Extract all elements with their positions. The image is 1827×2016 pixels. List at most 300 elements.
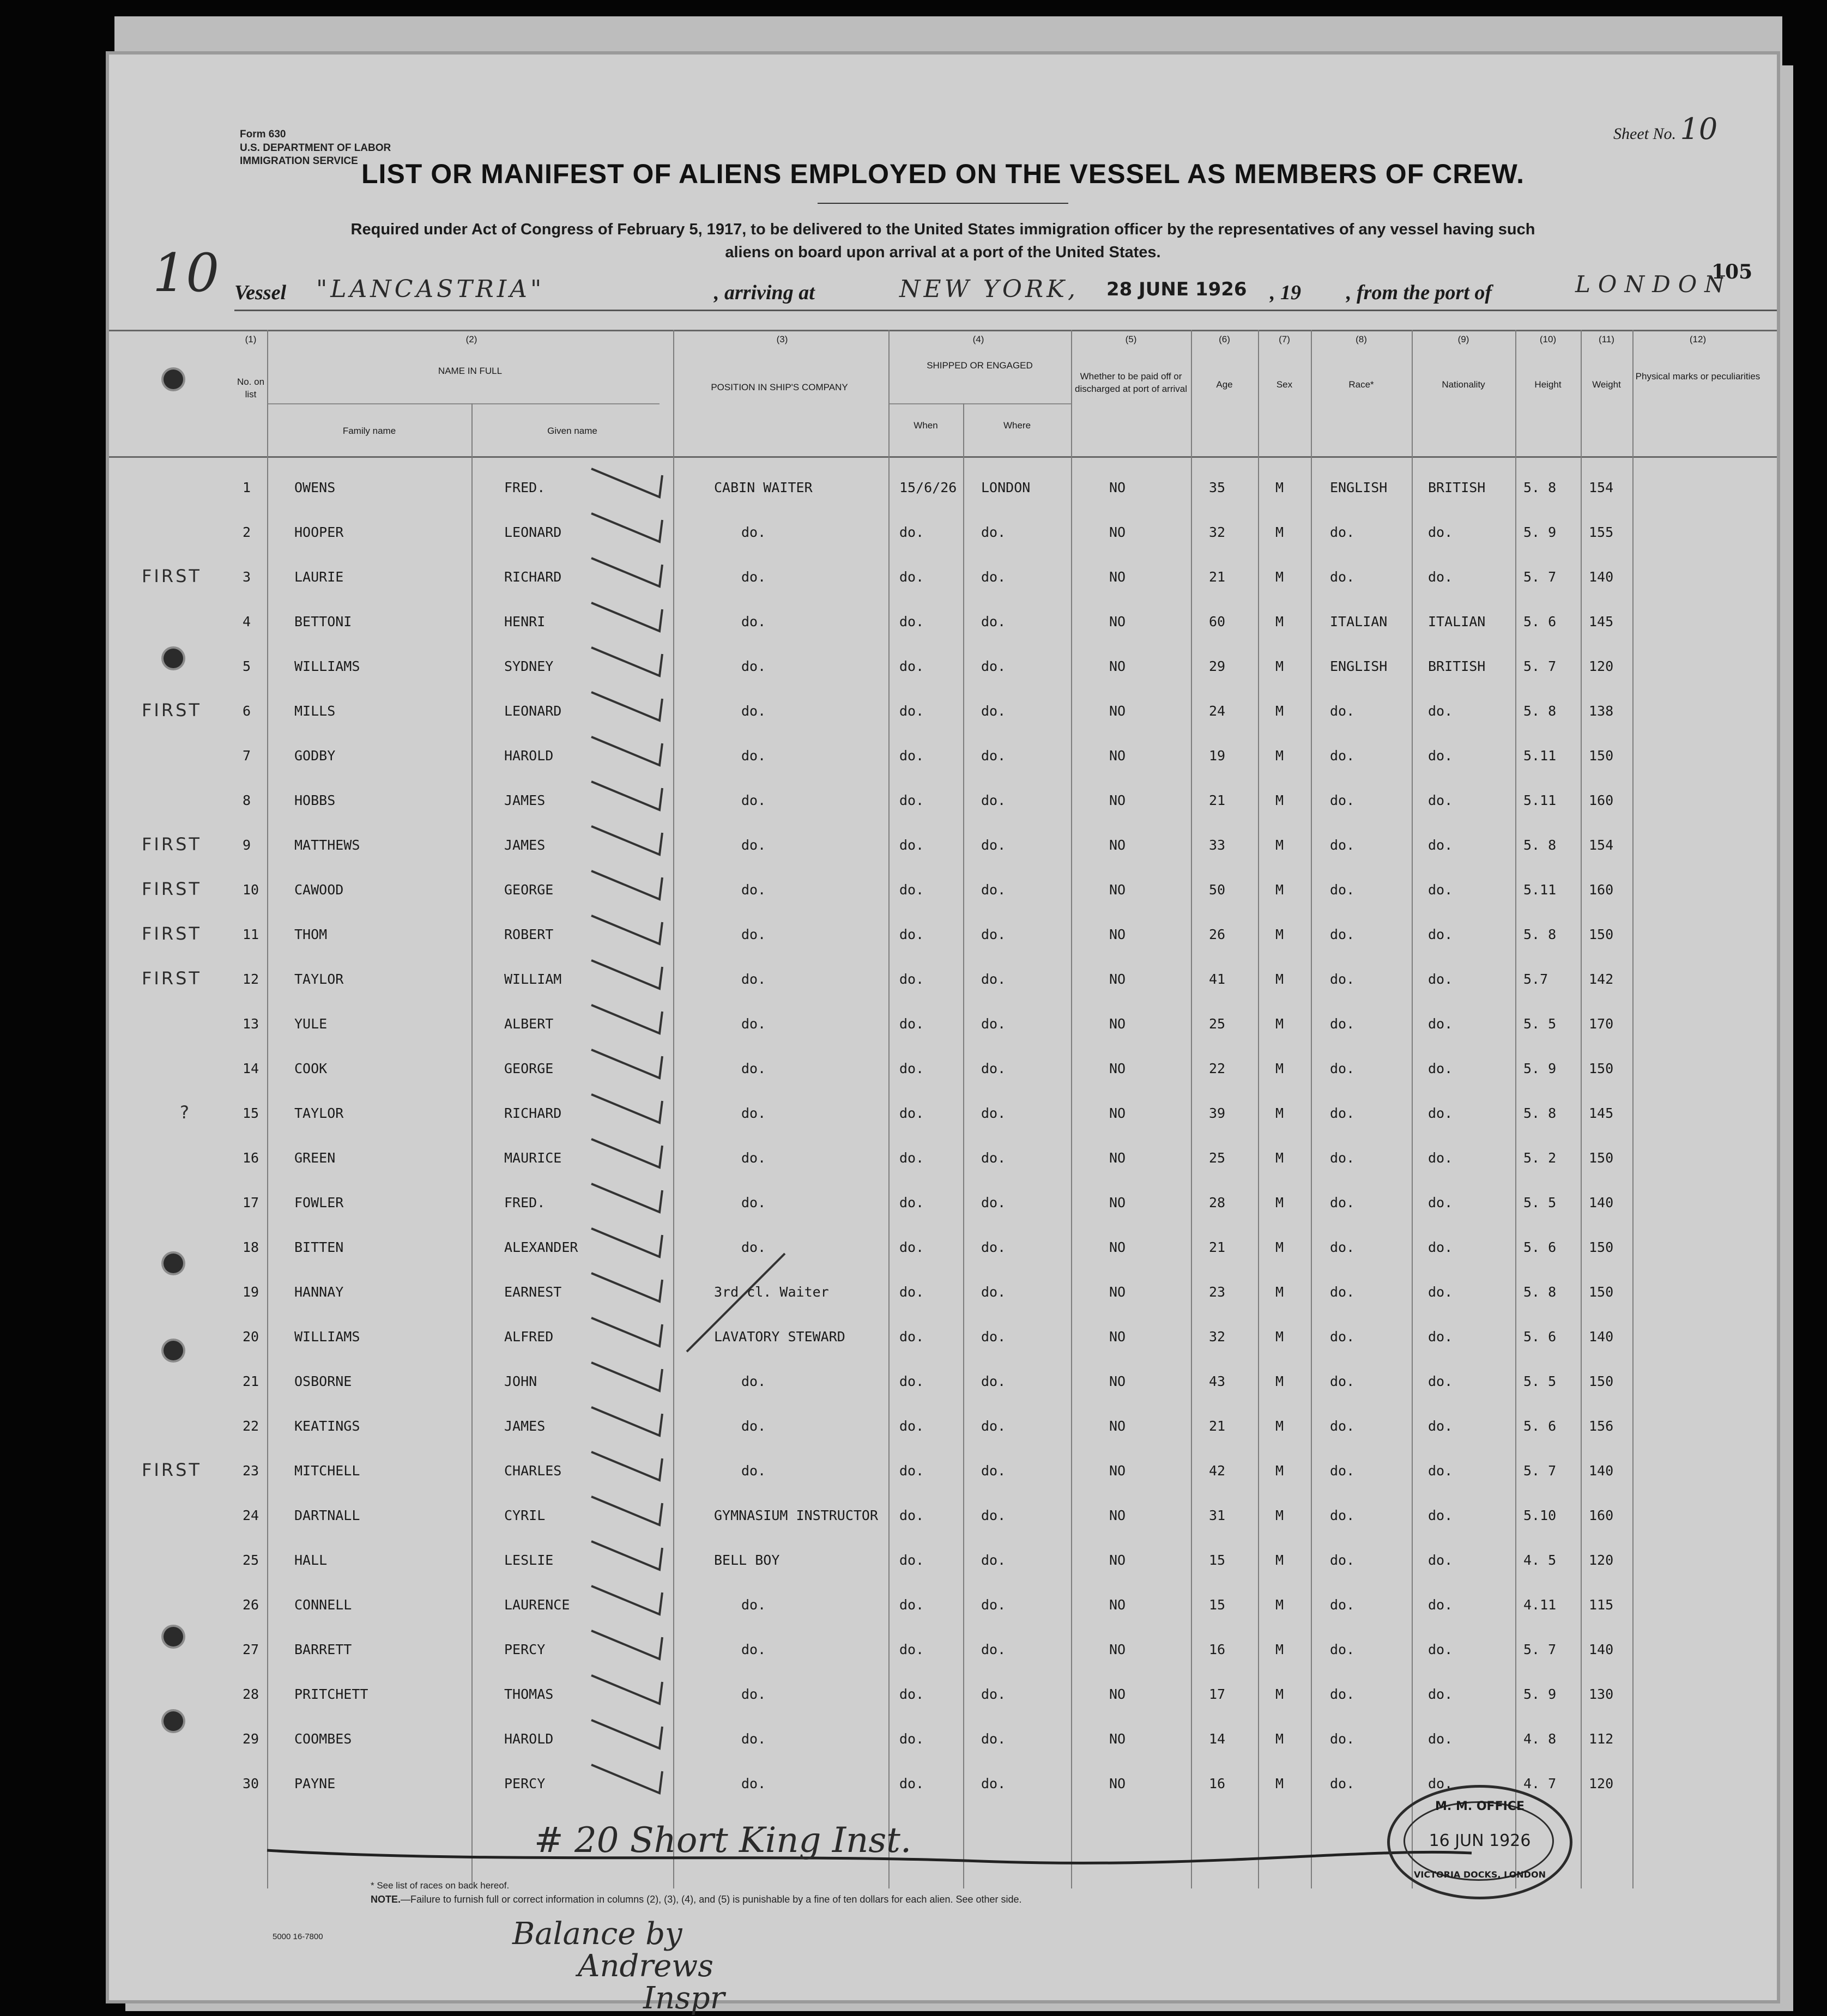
cell-sex: M bbox=[1275, 1016, 1284, 1032]
cell-race: do. bbox=[1330, 882, 1355, 898]
cell-sex: M bbox=[1275, 524, 1284, 540]
cell-race: do. bbox=[1330, 1373, 1355, 1389]
cell-given: FRED. bbox=[504, 1195, 546, 1210]
cell-position: do. bbox=[741, 1016, 766, 1032]
cell-weight: 115 bbox=[1589, 1597, 1614, 1613]
cell-when: do. bbox=[899, 1597, 924, 1613]
cell-paid: NO bbox=[1109, 1508, 1126, 1523]
check-mark bbox=[591, 1586, 662, 1614]
cell-position: do. bbox=[741, 1061, 766, 1076]
cell-age: 35 bbox=[1209, 480, 1226, 495]
cell-family: COOK bbox=[294, 1061, 328, 1076]
mm-office-stamp bbox=[1387, 1785, 1572, 1899]
cell-family: TAYLOR bbox=[294, 971, 344, 987]
colnum-2: (2) bbox=[465, 334, 477, 344]
cell-nat: do. bbox=[1428, 1776, 1453, 1791]
col-header-name-in-full: NAME IN FULL bbox=[438, 366, 503, 376]
cell-nat: do. bbox=[1428, 1463, 1453, 1479]
cell-nat: do. bbox=[1428, 882, 1453, 898]
cell-paid: NO bbox=[1109, 1284, 1126, 1300]
cell-when: do. bbox=[899, 703, 924, 719]
cell-weight: 150 bbox=[1589, 927, 1614, 942]
check-mark bbox=[591, 1631, 662, 1659]
cell-position: do. bbox=[741, 1463, 766, 1479]
cell-race: do. bbox=[1330, 1284, 1355, 1300]
penalty-note-label: NOTE. bbox=[371, 1894, 401, 1905]
cell-no: 16 bbox=[243, 1150, 259, 1166]
cell-paid: NO bbox=[1109, 1552, 1126, 1568]
cell-no: 3 bbox=[243, 569, 251, 585]
cell-no: 8 bbox=[243, 792, 251, 808]
cell-sex: M bbox=[1275, 1195, 1284, 1210]
cell-position: do. bbox=[741, 1239, 766, 1255]
colnum-1: (1) bbox=[245, 334, 257, 344]
cell-given: SYDNEY bbox=[504, 658, 554, 674]
cell-position: do. bbox=[741, 837, 766, 853]
cell-height: 5. 6 bbox=[1523, 1418, 1557, 1434]
cell-race: do. bbox=[1330, 748, 1355, 764]
cell-age: 28 bbox=[1209, 1195, 1226, 1210]
cell-where: do. bbox=[981, 1239, 1006, 1255]
cell-nat: ITALIAN bbox=[1428, 614, 1486, 629]
cell-age: 21 bbox=[1209, 569, 1226, 585]
cell-when: do. bbox=[899, 1329, 924, 1345]
cell-race: do. bbox=[1330, 524, 1355, 540]
cell-when: do. bbox=[899, 1150, 924, 1166]
col-header-weight: Weight bbox=[1592, 379, 1621, 390]
cell-race: do. bbox=[1330, 1731, 1355, 1747]
cell-when: do. bbox=[899, 1284, 924, 1300]
cell-where: do. bbox=[981, 748, 1006, 764]
cell-when: do. bbox=[899, 1418, 924, 1434]
cell-position: do. bbox=[741, 1150, 766, 1166]
arriving-label: , arriving at bbox=[714, 281, 815, 304]
sheet-number-label: Sheet No. bbox=[1613, 125, 1676, 143]
colnum-4: (4) bbox=[972, 334, 984, 344]
cell-race: do. bbox=[1330, 1329, 1355, 1345]
cell-paid: NO bbox=[1109, 480, 1126, 495]
cell-no: 10 bbox=[243, 882, 259, 898]
check-mark bbox=[591, 826, 662, 855]
cell-when: do. bbox=[899, 1776, 924, 1791]
cell-given: JOHN bbox=[504, 1373, 537, 1389]
vessel-name: "LANCASTRIA" bbox=[316, 275, 545, 303]
col-header-height: Height bbox=[1534, 379, 1562, 390]
cell-paid: NO bbox=[1109, 1642, 1126, 1657]
cell-age: 32 bbox=[1209, 1329, 1226, 1345]
cell-given: MAURICE bbox=[504, 1150, 562, 1166]
cell-height: 5. 9 bbox=[1523, 524, 1557, 540]
cell-nat: do. bbox=[1428, 792, 1453, 808]
departure-port: LONDON bbox=[1575, 271, 1732, 298]
cell-when: do. bbox=[899, 524, 924, 540]
cell-weight: 120 bbox=[1589, 658, 1614, 674]
cell-where: do. bbox=[981, 1597, 1006, 1613]
cell-paid: NO bbox=[1109, 971, 1126, 987]
cell-weight: 150 bbox=[1589, 1150, 1614, 1166]
cell-where: do. bbox=[981, 792, 1006, 808]
cell-sex: M bbox=[1275, 1105, 1284, 1121]
cell-position: GYMNASIUM INSTRUCTOR bbox=[714, 1508, 879, 1523]
cell-sex: M bbox=[1275, 748, 1284, 764]
cell-height: 5. 9 bbox=[1523, 1061, 1557, 1076]
cell-height: 5. 5 bbox=[1523, 1373, 1557, 1389]
cell-nat: do. bbox=[1428, 837, 1453, 853]
cell-age: 33 bbox=[1209, 837, 1226, 853]
cell-height: 5.7 bbox=[1523, 971, 1548, 987]
cell-age: 25 bbox=[1209, 1150, 1226, 1166]
cell-age: 21 bbox=[1209, 1418, 1226, 1434]
cell-sex: M bbox=[1275, 1061, 1284, 1076]
margin-sheet-mark: 10 bbox=[153, 243, 220, 304]
act-line-2: aliens on board upon arrival at a port of the United States. bbox=[725, 244, 1161, 262]
colnum-3: (3) bbox=[776, 334, 788, 344]
cell-height: 5. 6 bbox=[1523, 1329, 1557, 1345]
cell-weight: 154 bbox=[1589, 837, 1614, 853]
cell-no: 19 bbox=[243, 1284, 259, 1300]
handwritten-total-note: # 20 Short King Inst. bbox=[534, 1820, 912, 1861]
cell-no: 20 bbox=[243, 1329, 259, 1345]
check-mark bbox=[591, 1318, 662, 1346]
manifest-sheet bbox=[109, 55, 1777, 2016]
cell-family: WILLIAMS bbox=[294, 1329, 360, 1345]
cell-age: 39 bbox=[1209, 1105, 1226, 1121]
cell-when: do. bbox=[899, 837, 924, 853]
col-header-paid-off: Whether to be paid off or discharged at port of arrival bbox=[1075, 371, 1187, 394]
cell-when: do. bbox=[899, 1642, 924, 1657]
cell-race: do. bbox=[1330, 1776, 1355, 1791]
cell-height: 5. 8 bbox=[1523, 703, 1557, 719]
cell-position: do. bbox=[741, 524, 766, 540]
cell-position: do. bbox=[741, 658, 766, 674]
cell-nat: do. bbox=[1428, 524, 1453, 540]
cell-sex: M bbox=[1275, 1776, 1284, 1791]
cell-when: do. bbox=[899, 1373, 924, 1389]
col-header-family-name: Family name bbox=[342, 426, 396, 436]
cell-no: 9 bbox=[243, 837, 251, 853]
cell-sex: M bbox=[1275, 1329, 1284, 1345]
cell-position: BELL BOY bbox=[714, 1552, 780, 1568]
cell-position: do. bbox=[741, 1731, 766, 1747]
cell-weight: 142 bbox=[1589, 971, 1614, 987]
cell-height: 5. 8 bbox=[1523, 837, 1557, 853]
margin-note: FIRST bbox=[142, 1460, 202, 1480]
col-header-physical-marks: Physical marks or peculiarities bbox=[1635, 371, 1761, 382]
cell-where: do. bbox=[981, 1061, 1006, 1076]
cell-paid: NO bbox=[1109, 1329, 1126, 1345]
check-marks-overlay bbox=[109, 55, 1777, 2000]
form-label: Form 630 bbox=[240, 129, 286, 140]
check-mark bbox=[591, 469, 662, 497]
cell-age: 17 bbox=[1209, 1686, 1226, 1702]
colnum-5: (5) bbox=[1125, 334, 1137, 344]
cell-nat: do. bbox=[1428, 927, 1453, 942]
cell-no: 18 bbox=[243, 1239, 259, 1255]
cell-given: JAMES bbox=[504, 792, 546, 808]
cell-paid: NO bbox=[1109, 837, 1126, 853]
cell-position: do. bbox=[741, 971, 766, 987]
cell-given: ALBERT bbox=[504, 1016, 554, 1032]
check-mark bbox=[591, 916, 662, 944]
cell-no: 2 bbox=[243, 524, 251, 540]
cell-age: 14 bbox=[1209, 1731, 1226, 1747]
cell-nat: do. bbox=[1428, 1597, 1453, 1613]
inspector-signature bbox=[512, 1918, 725, 2014]
cell-weight: 156 bbox=[1589, 1418, 1614, 1434]
col-header-no-on-list: No. on list bbox=[237, 377, 265, 399]
cell-race: ITALIAN bbox=[1330, 614, 1388, 629]
cell-where: do. bbox=[981, 1776, 1006, 1791]
cell-family: DARTNALL bbox=[294, 1508, 360, 1523]
cell-age: 16 bbox=[1209, 1776, 1226, 1791]
cell-sex: M bbox=[1275, 971, 1284, 987]
cell-sex: M bbox=[1275, 1508, 1284, 1523]
cell-family: YULE bbox=[294, 1016, 328, 1032]
cell-age: 22 bbox=[1209, 1061, 1226, 1076]
cell-sex: M bbox=[1275, 882, 1284, 898]
cell-family: HANNAY bbox=[294, 1284, 344, 1300]
cell-where: LONDON bbox=[981, 480, 1031, 495]
cell-nat: do. bbox=[1428, 1418, 1453, 1434]
cell-family: BARRETT bbox=[294, 1642, 352, 1657]
cell-where: do. bbox=[981, 1686, 1006, 1702]
manifest-title: LIST OR MANIFEST OF ALIENS EMPLOYED ON THE VESSEL AS MEMBERS OF CREW. bbox=[361, 159, 1524, 189]
cell-sex: M bbox=[1275, 1418, 1284, 1434]
cell-nat: do. bbox=[1428, 1686, 1453, 1702]
cell-sex: M bbox=[1275, 1150, 1284, 1166]
cell-sex: M bbox=[1275, 837, 1284, 853]
cell-where: do. bbox=[981, 927, 1006, 942]
cell-given: GEORGE bbox=[504, 1061, 554, 1076]
cell-age: 41 bbox=[1209, 971, 1226, 987]
cell-family: COOMBES bbox=[294, 1731, 352, 1747]
cell-weight: 155 bbox=[1589, 524, 1614, 540]
cell-nat: BRITISH bbox=[1428, 658, 1486, 674]
cell-height: 5. 5 bbox=[1523, 1195, 1557, 1210]
cell-given: LESLIE bbox=[504, 1552, 554, 1568]
cell-when: do. bbox=[899, 1463, 924, 1479]
cell-height: 5.10 bbox=[1523, 1508, 1557, 1523]
cell-when: do. bbox=[899, 614, 924, 629]
margin-note: FIRST bbox=[142, 700, 202, 721]
cell-weight: 160 bbox=[1589, 1508, 1614, 1523]
cell-age: 31 bbox=[1209, 1508, 1226, 1523]
cell-paid: NO bbox=[1109, 1463, 1126, 1479]
check-mark bbox=[591, 1050, 662, 1078]
cell-race: ENGLISH bbox=[1330, 658, 1388, 674]
cell-no: 25 bbox=[243, 1552, 259, 1568]
cell-weight: 140 bbox=[1589, 1195, 1614, 1210]
cell-nat: do. bbox=[1428, 971, 1453, 987]
cell-position: LAVATORY STEWARD bbox=[714, 1329, 845, 1345]
cell-family: PRITCHETT bbox=[294, 1686, 368, 1702]
cell-when: do. bbox=[899, 1195, 924, 1210]
cell-height: 5. 7 bbox=[1523, 658, 1557, 674]
cell-sex: M bbox=[1275, 1552, 1284, 1568]
cell-weight: 140 bbox=[1589, 1463, 1614, 1479]
cell-where: do. bbox=[981, 1284, 1006, 1300]
cell-race: do. bbox=[1330, 1016, 1355, 1032]
cell-family: WILLIAMS bbox=[294, 658, 360, 674]
cell-when: do. bbox=[899, 1686, 924, 1702]
cell-no: 28 bbox=[243, 1686, 259, 1702]
cell-weight: 130 bbox=[1589, 1686, 1614, 1702]
colnum-6: (6) bbox=[1219, 334, 1230, 344]
col-header-sex: Sex bbox=[1276, 379, 1293, 390]
cell-no: 5 bbox=[243, 658, 251, 674]
margin-note: FIRST bbox=[142, 879, 202, 899]
cell-race: do. bbox=[1330, 1463, 1355, 1479]
cell-weight: 154 bbox=[1589, 480, 1614, 495]
cell-nat: do. bbox=[1428, 1061, 1453, 1076]
penalty-note bbox=[371, 1894, 1022, 1905]
cell-height: 5. 2 bbox=[1523, 1150, 1557, 1166]
cell-position: do. bbox=[741, 1195, 766, 1210]
cell-given: PERCY bbox=[504, 1642, 546, 1657]
cell-paid: NO bbox=[1109, 1597, 1126, 1613]
cell-where: do. bbox=[981, 1373, 1006, 1389]
cell-weight: 145 bbox=[1589, 614, 1614, 629]
cell-height: 4. 7 bbox=[1523, 1776, 1557, 1791]
act-line-1: Required under Act of Congress of February 5, 1917, to be delivered to the United States immigration officer by the representatives of any vessel having such bbox=[350, 221, 1535, 238]
cell-position: do. bbox=[741, 1105, 766, 1121]
cell-position: do. bbox=[741, 748, 766, 764]
cell-race: do. bbox=[1330, 792, 1355, 808]
cell-family: LAURIE bbox=[294, 569, 344, 585]
cell-where: do. bbox=[981, 614, 1006, 629]
cell-no: 30 bbox=[243, 1776, 259, 1791]
cell-sex: M bbox=[1275, 569, 1284, 585]
cell-sex: M bbox=[1275, 927, 1284, 942]
cell-sex: M bbox=[1275, 1463, 1284, 1479]
col-header-race: Race* bbox=[1348, 379, 1374, 390]
cell-where: do. bbox=[981, 971, 1006, 987]
cell-given: GEORGE bbox=[504, 882, 554, 898]
cell-no: 13 bbox=[243, 1016, 259, 1032]
cell-family: TAYLOR bbox=[294, 1105, 344, 1121]
cell-sex: M bbox=[1275, 1731, 1284, 1747]
cell-where: do. bbox=[981, 1642, 1006, 1657]
cell-position: do. bbox=[741, 569, 766, 585]
cell-when: do. bbox=[899, 1508, 924, 1523]
cell-family: THOM bbox=[294, 927, 328, 942]
cell-nat: do. bbox=[1428, 1642, 1453, 1657]
cell-height: 5.11 bbox=[1523, 882, 1557, 898]
penalty-note-text: —Failure to furnish full or correct information in columns (2), (3), (4), and (5) is punishable by a fine of ten dollars for each alien. See other side. bbox=[401, 1894, 1022, 1905]
cell-race: ENGLISH bbox=[1330, 480, 1388, 495]
cell-weight: 145 bbox=[1589, 1105, 1614, 1121]
cell-family: OWENS bbox=[294, 480, 336, 495]
cell-position: do. bbox=[741, 1597, 766, 1613]
cell-height: 5. 6 bbox=[1523, 614, 1557, 629]
department-label: U.S. DEPARTMENT OF LABOR bbox=[240, 142, 391, 154]
cell-paid: NO bbox=[1109, 1195, 1126, 1210]
cell-given: THOMAS bbox=[504, 1686, 554, 1702]
cell-given: LEONARD bbox=[504, 703, 562, 719]
col-header-nationality: Nationality bbox=[1442, 379, 1485, 390]
cell-weight: 140 bbox=[1589, 569, 1614, 585]
cell-no: 23 bbox=[243, 1463, 259, 1479]
cell-position: do. bbox=[741, 927, 766, 942]
cell-nat: do. bbox=[1428, 1552, 1453, 1568]
cell-when: do. bbox=[899, 748, 924, 764]
cell-height: 5. 7 bbox=[1523, 569, 1557, 585]
cell-race: do. bbox=[1330, 1195, 1355, 1210]
cell-given: JAMES bbox=[504, 1418, 546, 1434]
cell-when: do. bbox=[899, 1552, 924, 1568]
cell-paid: NO bbox=[1109, 1776, 1126, 1791]
cell-height: 4. 8 bbox=[1523, 1731, 1557, 1747]
year-label: , 19 bbox=[1270, 281, 1301, 304]
check-mark bbox=[591, 871, 662, 899]
cell-height: 5. 8 bbox=[1523, 927, 1557, 942]
cell-when: do. bbox=[899, 1105, 924, 1121]
cell-position: do. bbox=[741, 1642, 766, 1657]
cell-age: 19 bbox=[1209, 748, 1226, 764]
cell-race: do. bbox=[1330, 1642, 1355, 1657]
cell-paid: NO bbox=[1109, 569, 1126, 585]
check-mark bbox=[591, 1228, 662, 1257]
cell-position: do. bbox=[741, 1373, 766, 1389]
cell-weight: 140 bbox=[1589, 1642, 1614, 1657]
cell-race: do. bbox=[1330, 1597, 1355, 1613]
cell-no: 14 bbox=[243, 1061, 259, 1076]
cell-weight: 150 bbox=[1589, 1284, 1614, 1300]
cell-paid: NO bbox=[1109, 792, 1126, 808]
cell-paid: NO bbox=[1109, 614, 1126, 629]
col-header-where: Where bbox=[1003, 420, 1031, 431]
check-mark bbox=[591, 1497, 662, 1525]
cell-nat: do. bbox=[1428, 1150, 1453, 1166]
cell-no: 6 bbox=[243, 703, 251, 719]
check-mark bbox=[591, 1720, 662, 1748]
cell-nat: do. bbox=[1428, 1373, 1453, 1389]
cell-paid: NO bbox=[1109, 1731, 1126, 1747]
margin-note: FIRST bbox=[142, 968, 202, 989]
cell-where: do. bbox=[981, 703, 1006, 719]
cell-when: do. bbox=[899, 882, 924, 898]
page-stamp-number: 105 bbox=[1711, 261, 1753, 283]
cell-weight: 150 bbox=[1589, 1373, 1614, 1389]
cell-given: ROBERT bbox=[504, 927, 554, 942]
cell-weight: 150 bbox=[1589, 1061, 1614, 1076]
cell-nat: BRITISH bbox=[1428, 480, 1486, 495]
cell-height: 5. 8 bbox=[1523, 480, 1557, 495]
cell-sex: M bbox=[1275, 658, 1284, 674]
cell-race: do. bbox=[1330, 1105, 1355, 1121]
cell-paid: NO bbox=[1109, 1150, 1126, 1166]
cell-given: ALFRED bbox=[504, 1329, 554, 1345]
cell-age: 15 bbox=[1209, 1597, 1226, 1613]
cell-no: 24 bbox=[243, 1508, 259, 1523]
margin-note: ? bbox=[180, 1102, 191, 1123]
cell-given: LEONARD bbox=[504, 524, 562, 540]
cell-paid: NO bbox=[1109, 927, 1126, 942]
cell-height: 5. 5 bbox=[1523, 1016, 1557, 1032]
colnum-9: (9) bbox=[1457, 334, 1469, 344]
cell-race: do. bbox=[1330, 837, 1355, 853]
col-header-age: Age bbox=[1216, 379, 1233, 390]
cell-age: 60 bbox=[1209, 614, 1226, 629]
cell-height: 5. 8 bbox=[1523, 1284, 1557, 1300]
cell-race: do. bbox=[1330, 927, 1355, 942]
cell-position: do. bbox=[741, 1418, 766, 1434]
cell-when: do. bbox=[899, 927, 924, 942]
cell-paid: NO bbox=[1109, 703, 1126, 719]
cell-where: do. bbox=[981, 882, 1006, 898]
cell-no: 1 bbox=[243, 480, 251, 495]
cell-no: 11 bbox=[243, 927, 259, 942]
